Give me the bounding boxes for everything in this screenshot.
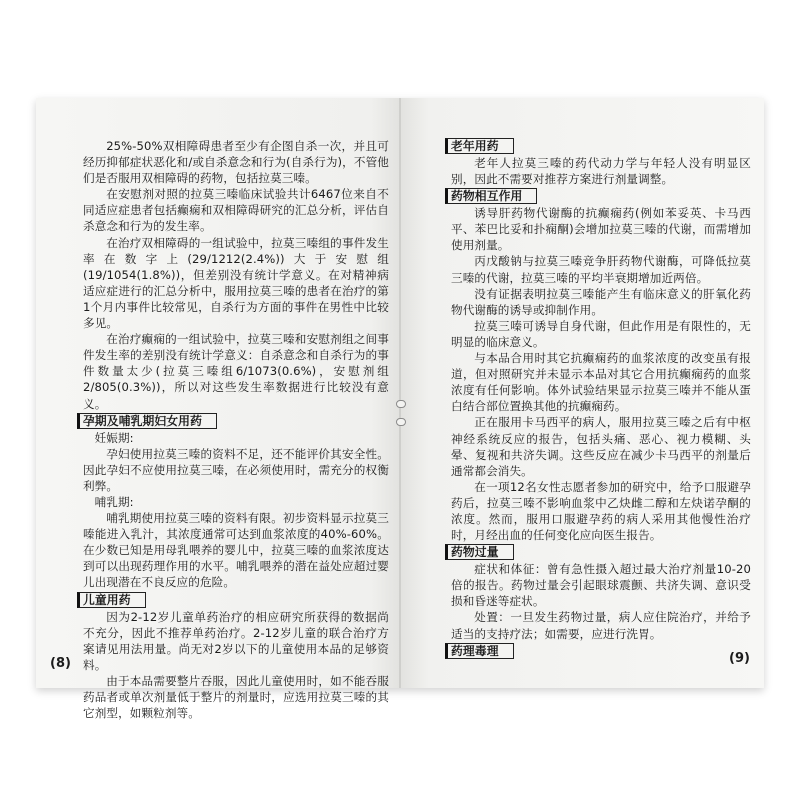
section-heading-toxicology: 药理毒理	[445, 643, 514, 659]
paragraph: 孕妇使用拉莫三嗪的资料不足，还不能评价其安全性。因此孕妇不应使用拉莫三嗪，在必须使用时，需充分的权衡利弊。	[83, 446, 389, 493]
paragraph: 拉莫三嗪可诱导自身代谢，但此作用是有限性的，无明显的临床意义。	[451, 318, 751, 349]
subheading-lactation: 哺乳期:	[94, 494, 134, 509]
section-heading-children: 儿童用药	[77, 592, 146, 608]
paragraph: 处置：一旦发生药物过量，病人应住院治疗，并给予适当的支持疗法；如需要，应进行洗胃。	[451, 610, 751, 641]
left-page-content	[83, 138, 389, 721]
paragraph: 诱导肝药物代谢酶的抗癫痫药(例如苯妥英、卡马西平、苯巴比妥和扑痫酮)会增加拉莫三嗪的代谢，而需增加使用剂量。	[451, 206, 751, 253]
page-number-right: (9)	[729, 651, 750, 666]
paragraph: 丙戊酸钠与拉莫三嗪竞争肝药物代谢酶，可降低拉莫三嗪的代谢，拉莫三嗪的平均半衰期增加近两倍。	[451, 254, 751, 285]
paragraph: 由于本品需要整片吞服，因此儿童使用时，如不能吞服药品者或单次剂量低于整片的剂量时，应选用拉莫三嗪的其它剂型，如颗粒剂等。	[83, 673, 389, 721]
paragraph: 正在服用卡马西平的病人，服用拉莫三嗪之后有中枢神经系统反应的报告，包括头痛、恶心、视力模糊、头晕、复视和共济失调。这些反应在减少卡马西平的剂量后通常都会消失。	[451, 415, 751, 478]
left-page	[36, 98, 400, 721]
paragraph: 因为2-12岁儿童单药治疗的相应研究所获得的数据尚不充分，因此不推荐单药治疗。2-12岁儿童的联合治疗方案请见用法用量。尚无对2岁以下的儿童使用本品的足够资料。	[83, 609, 389, 672]
paragraph: 在一项12名女性志愿者参加的研究中，给予口服避孕药后，拉莫三嗪不影响血浆中乙炔雌二醇和左炔诺孕酮的浓度。然而，服用口服避孕药的病人采用其他慢性治疗时，月经出血的任何变化应向医生报告。	[451, 479, 751, 543]
section-heading-elderly: 老年用药	[445, 138, 514, 154]
section-heading-interactions: 药物相互作用	[445, 188, 537, 204]
paragraph: 在安慰剂对照的拉莫三嗪临床试验共计6467位来自不同适应症患者包括癫痫和双相障碍研究的汇总分析，评估自杀意念和行为的发生率。	[83, 187, 389, 234]
paragraph: 在治疗癫痫的一组试验中，拉莫三嗪和安慰剂组之间事件发生率的差别没有统计学意义：自杀意念和自杀行为的事件数量太少(拉莫三嗪组6/1073(0.6%)，安慰剂组2/805(0.3%))，所以对这些发生率数据进行比较没有意义。	[83, 332, 389, 411]
section-heading-pregnancy: 孕期及哺乳期妇女用药	[77, 413, 217, 429]
paragraph: 老年人拉莫三嗪的药代动力学与年轻人没有明显区别，因此不需要对推荐方案进行剂量调整。	[451, 156, 751, 187]
paragraph: 25%-50%双相障碍患者至少有企图自杀一次，并且可经历抑郁症状恶化和/或自杀意念和行为(自杀行为)，不管他们是否服用双相障碍的药物，包括拉莫三嗪。	[83, 139, 389, 186]
paragraph: 症状和体征：曾有急性摄入超过最大治疗剂量10-20倍的报告。药物过量会引起眼球震颤、共济失调、意识受损和昏迷等症状。	[451, 562, 751, 609]
staple-top	[396, 400, 406, 408]
page-number-value: 8	[55, 656, 65, 671]
section-heading-overdose: 药物过量	[445, 544, 514, 560]
paragraph: 哺乳期使用拉莫三嗪的资料有限。初步资料显示拉莫三嗪能进入乳汁，其浓度通常可达到血浆浓度的40%-60%。在少数已知是用母乳喂养的婴儿中，拉莫三嗪的血浆浓度达到可以出现药理作用的水平。哺乳喂养的潜在益处应超过婴儿出现潜在不良反应的危险。	[83, 511, 389, 590]
right-page	[400, 98, 764, 688]
right-page-content	[451, 137, 751, 660]
booklet-spine	[399, 98, 401, 688]
subheading-pregnancy: 妊娠期:	[94, 430, 134, 445]
page-number-left: (8)	[50, 656, 71, 671]
paragraph: 与本品合用时其它抗癫痫药的血浆浓度的改变虽有报道，但对照研究并未显示本品对其它合用抗癫痫药的血浆浓度有任何影响。体外试验结果显示拉莫三嗪并不能从蛋白结合部位置换其他的抗癫痫药。	[451, 351, 751, 414]
staple-bottom	[396, 418, 406, 426]
booklet-spread	[36, 98, 764, 721]
paragraph: 没有证据表明拉莫三嗪能产生有临床意义的肝氧化药物代谢酶的诱导或抑制作用。	[451, 286, 751, 317]
paragraph: 在治疗双相障碍的一组试验中，拉莫三嗪组的事件发生率在数字上(29/1212(2.4%))大于安慰组(19/1054(1.8%))，但差别没有统计学意义。在对精神病适应症进行的汇总分析中，服用拉莫三嗪的患者在治疗的第1个月内事件比较常见，自杀行为方面的事件在男性中比较多见。	[83, 235, 389, 331]
page-number-value: 9	[735, 651, 745, 666]
